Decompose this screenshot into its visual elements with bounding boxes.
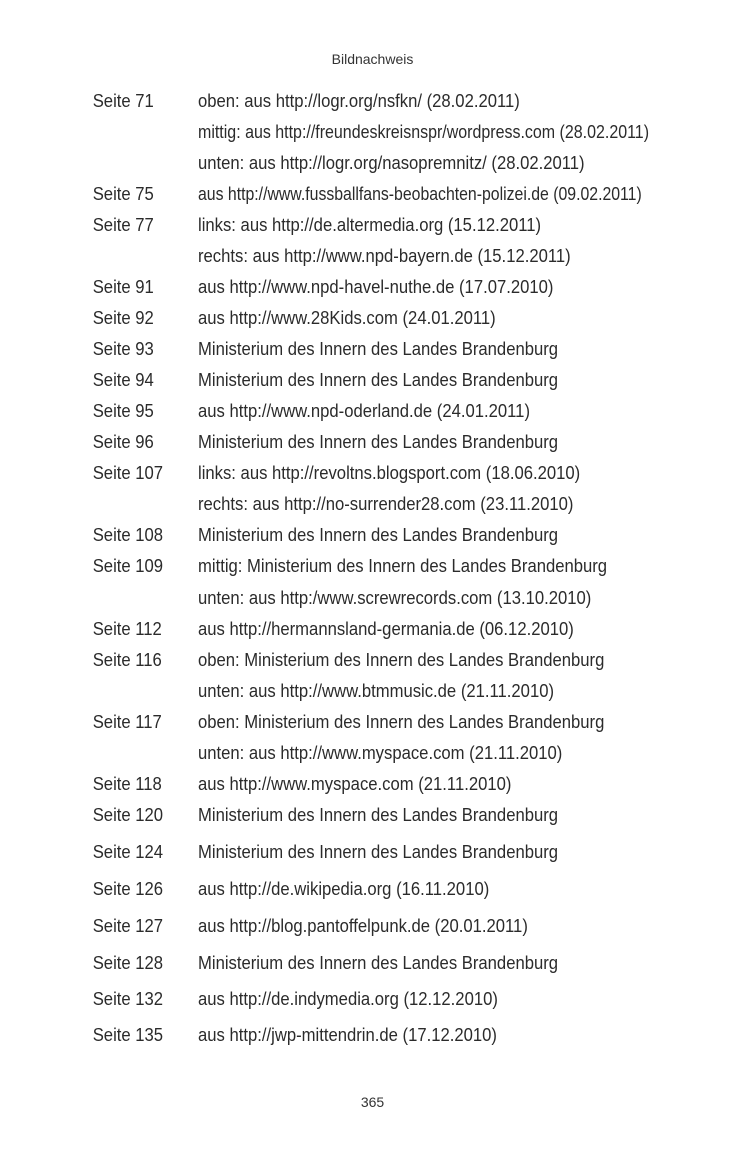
credit-row <box>0 244 671 268</box>
source-text: aus http://www.28Kids.com (24.01.2011) <box>198 307 496 328</box>
source-text: aus http://www.myspace.com (21.11.2010) <box>198 773 512 794</box>
credit-row <box>0 213 671 237</box>
source-text: rechts: aus http://no-surrender28.com (23.11.2010) <box>198 493 574 514</box>
source-text: oben: aus http://logr.org/nsfkn/ (28.02.2011) <box>198 90 520 111</box>
running-header: Bildnachweis <box>331 51 414 67</box>
source-text: mittig: Ministerium des Innern des Landes Brandenburg <box>198 555 608 576</box>
source-text: aus http://de.indymedia.org (12.12.2010) <box>198 988 498 1009</box>
credit-row <box>0 120 671 144</box>
page-ref: Seite 135 <box>92 1024 164 1045</box>
credit-row <box>0 679 671 703</box>
credit-row <box>0 275 671 299</box>
page-ref: Seite 107 <box>92 462 164 483</box>
source-text: Ministerium des Innern des Landes Brandenburg <box>198 338 559 359</box>
source-text: aus http://blog.pantoffelpunk.de (20.01.2011) <box>198 915 528 936</box>
credit-row <box>0 89 671 113</box>
credit-row <box>0 182 671 206</box>
source-text: Ministerium des Innern des Landes Brandenburg <box>198 431 559 452</box>
page-ref: Seite 124 <box>92 841 164 862</box>
page-ref: Seite 75 <box>92 183 154 204</box>
credit-row <box>0 461 671 485</box>
page-ref: Seite 95 <box>92 400 154 421</box>
page-ref: Seite 94 <box>92 369 154 390</box>
source-text: unten: aus http://www.btmmusic.de (21.11.2010) <box>198 680 555 701</box>
page-ref: Seite 126 <box>92 878 164 899</box>
source-text: Ministerium des Innern des Landes Brandenburg <box>198 952 559 973</box>
source-text: links: aus http://revoltns.blogsport.com (18.06.2010) <box>198 462 581 483</box>
source-text: Ministerium des Innern des Landes Brandenburg <box>198 369 559 390</box>
source-text: unten: aus http:/www.screwrecords.com (13.10.2010) <box>198 587 592 608</box>
page-ref: Seite 116 <box>92 649 162 670</box>
page-ref: Seite 109 <box>92 555 164 576</box>
source-text: aus http://de.wikipedia.org (16.11.2010) <box>198 878 490 899</box>
page-ref: Seite 128 <box>92 952 164 973</box>
page-number: 365 <box>360 1094 385 1110</box>
credit-row <box>0 399 671 423</box>
page-ref: Seite 71 <box>92 90 154 111</box>
source-text: Ministerium des Innern des Landes Brandenburg <box>198 804 559 825</box>
credit-row <box>0 368 671 392</box>
page-ref: Seite 92 <box>92 307 154 328</box>
source-text: aus http://www.npd-havel-nuthe.de (17.07.2010) <box>198 276 554 297</box>
page-ref: Seite 108 <box>92 524 164 545</box>
credit-row <box>0 617 671 641</box>
source-text: Ministerium des Innern des Landes Brandenburg <box>198 841 559 862</box>
credit-row <box>0 492 671 516</box>
credit-row <box>0 554 671 578</box>
source-text: unten: aus http://www.myspace.com (21.11.2010) <box>198 742 563 763</box>
source-text: links: aus http://de.altermedia.org (15.12.2011) <box>198 214 542 235</box>
page-ref: Seite 93 <box>92 338 154 359</box>
source-text: unten: aus http://logr.org/nasopremnitz/ (28.02.2011) <box>198 152 585 173</box>
page-ref: Seite 77 <box>92 214 154 235</box>
page-ref: Seite 91 <box>92 276 154 297</box>
page-ref: Seite 127 <box>92 915 164 936</box>
credit-row <box>0 741 671 765</box>
credit-row <box>0 151 671 175</box>
page-ref: Seite 112 <box>92 618 162 639</box>
source-text: aus http://www.fussballfans-beobachten-polizei.de (09.02.2011) <box>198 183 642 204</box>
credit-row <box>0 710 671 734</box>
credit-row <box>0 914 671 938</box>
credit-row <box>0 803 671 827</box>
credit-row <box>0 586 671 610</box>
source-text: Ministerium des Innern des Landes Brandenburg <box>198 524 559 545</box>
credit-row <box>0 987 671 1011</box>
credit-row <box>0 772 671 796</box>
credit-row <box>0 337 671 361</box>
source-text: oben: Ministerium des Innern des Landes Brandenburg <box>198 649 605 670</box>
page-ref: Seite 132 <box>92 988 164 1009</box>
page-ref: Seite 118 <box>92 773 162 794</box>
credit-row <box>0 840 671 864</box>
source-text: mittig: aus http://freundeskreisnspr/wordpress.com (28.02.2011) <box>198 121 650 142</box>
source-text: oben: Ministerium des Innern des Landes Brandenburg <box>198 711 605 732</box>
source-text: aus http://www.npd-oderland.de (24.01.2011) <box>198 400 530 421</box>
credit-row <box>0 951 671 975</box>
credit-row <box>0 877 671 901</box>
credit-row <box>0 648 671 672</box>
credit-row <box>0 1023 671 1047</box>
page-ref: Seite 96 <box>92 431 154 452</box>
credit-row <box>0 523 671 547</box>
source-text: aus http://hermannsland-germania.de (06.12.2010) <box>198 618 574 639</box>
source-text: rechts: aus http://www.npd-bayern.de (15.12.2011) <box>198 245 571 266</box>
credit-row <box>0 430 671 454</box>
source-text: aus http://jwp-mittendrin.de (17.12.2010) <box>198 1024 497 1045</box>
page-ref: Seite 117 <box>92 711 162 732</box>
credit-row <box>0 306 671 330</box>
page-ref: Seite 120 <box>92 804 164 825</box>
